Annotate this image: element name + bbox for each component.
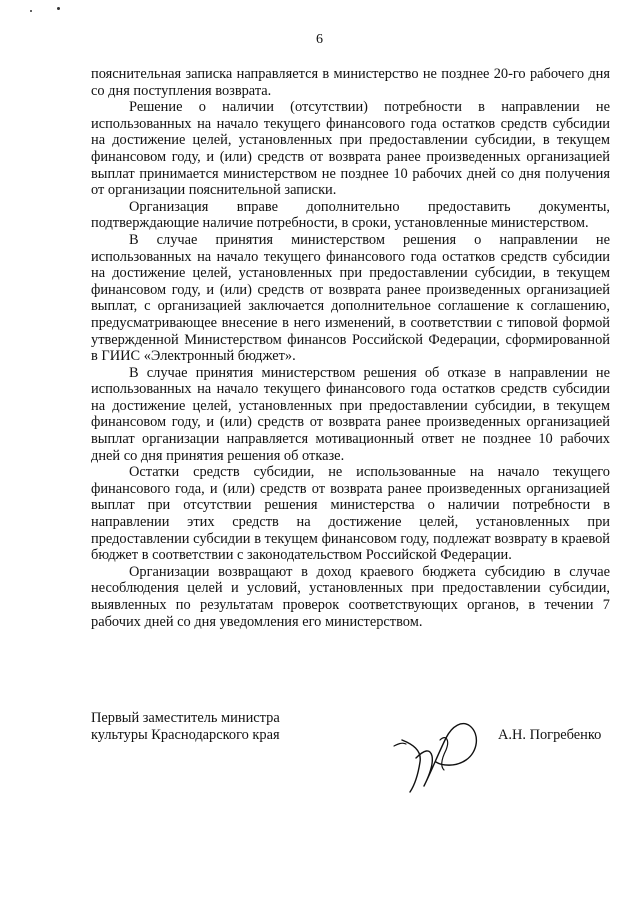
paragraph: В случае принятия министерством решения о направлении не использованных на начало текущего финансового года остатков средств субсидии на достижение целей, установленных при предоставлении субсидии, в текущем финансовом году, и (или) средств от возврата ранее произведенных организацией выплат, с организацией заключается дополнительное соглашение к соглашению, предусматривающее внесение в него изменений, в соответствии с типовой формой утвержденной Министерством финансов Российской Федерации, сформированной в ГИИС «Электронный бюджет». xyxy=(91,231,610,365)
paragraph: Организации возвращают в доход краевого бюджета субсидию в случае несоблюдения целей и условий, установленных при предоставлении субсидии, выявленных по результатам проверок соответствующих органов, в течении 7 рабочих дней со дня уведомления его министерством. xyxy=(91,563,610,630)
paragraph: Решение о наличии (отсутствии) потребности в направлении не использованных на начало текущего финансового года остатков средств субсидии на достижение целей, установленных при предоставлении субсидии, в текущем финансовом году, и (или) средств от возврата ранее произведенных организацией выплат принимается министерством не позднее 10 рабочих дней со дня получения от организации пояснительной записки. xyxy=(91,99,610,199)
scan-speck xyxy=(57,7,60,10)
handwritten-signature-icon xyxy=(380,700,495,795)
page-number: 6 xyxy=(316,32,323,47)
scan-speck xyxy=(30,10,32,12)
document-body xyxy=(91,66,610,630)
signatory-title xyxy=(91,710,280,744)
signatory-title-line: Первый заместитель министра xyxy=(91,710,280,726)
paragraph: В случае принятия министерством решения об отказе в направлении не использованных на начало текущего финансового года остатков средств субсидии на достижение целей, установленных при предоставлении субсидии, в текущем финансовом году, и (или) средств от возврата ранее произведенных организацией выплат организации направляется мотивационный ответ не позднее 10 рабочих дней со дня принятия решения об отказе. xyxy=(91,364,610,464)
paragraph: Организация вправе дополнительно предоставить документы, подтверждающие наличие потребности, в сроки, установленные министерством. xyxy=(91,198,610,232)
signatory-name: А.Н. Погребенко xyxy=(498,727,602,743)
paragraph: пояснительная записка направляется в министерство не позднее 20-го рабочего дня со дня поступления возврата. xyxy=(91,66,610,99)
signatory-title-line: культуры Краснодарского края xyxy=(91,726,280,743)
paragraph: Остатки средств субсидии, не использованные на начало текущего финансового года, и (или) средств от возврата ранее произведенных организацией выплат при отсутствии решения министерства о наличии потребности в направлении этих средств на достижение целей, установленных при предоставлении субсидии в текущем финансовом году, подлежат возврату в краевой бюджет в соответствии с законодательством Российской Федерации. xyxy=(91,464,610,564)
